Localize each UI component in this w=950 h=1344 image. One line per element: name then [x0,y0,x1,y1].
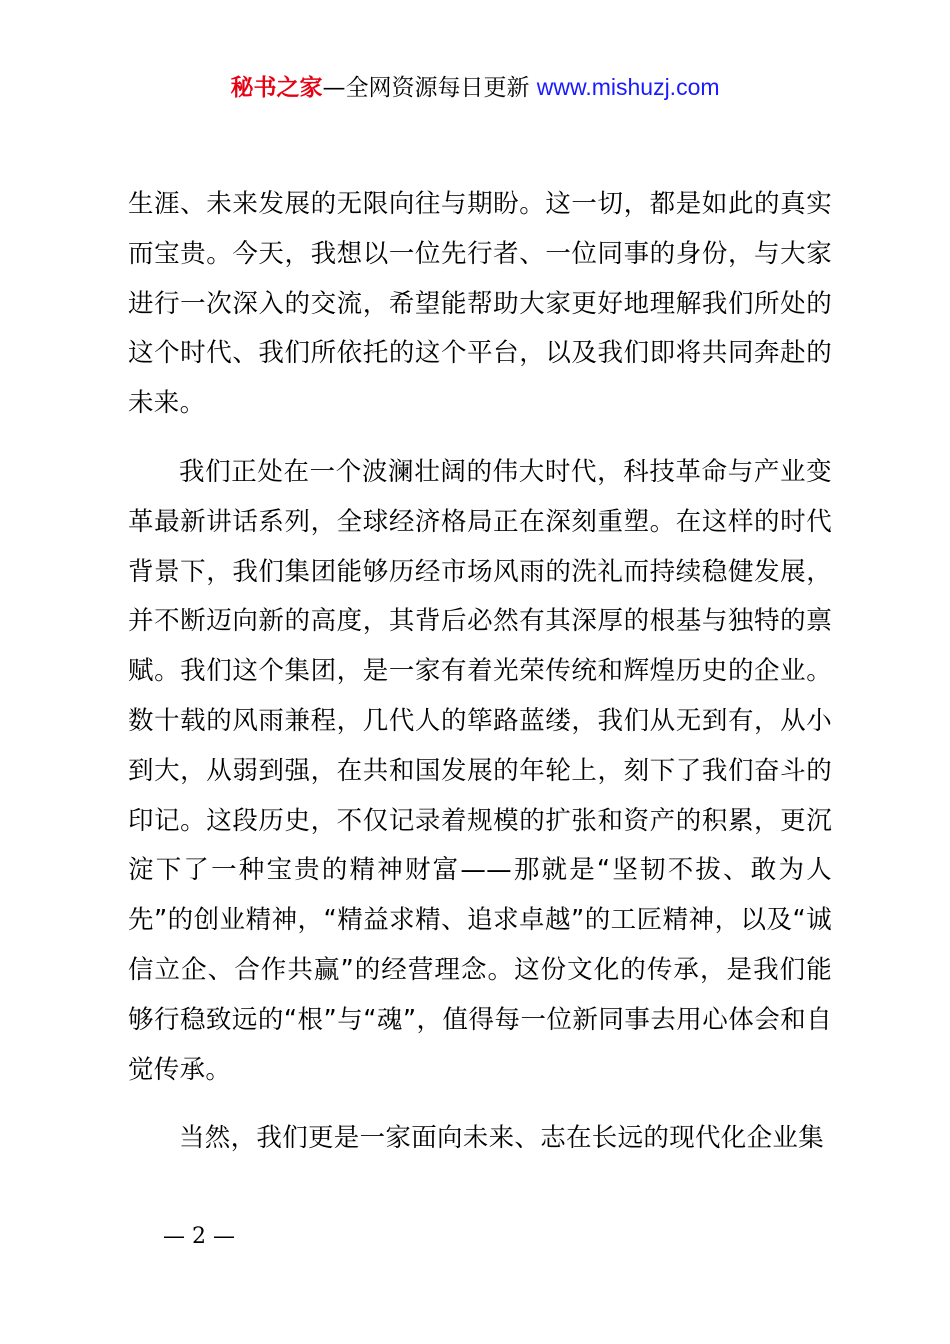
brand-name: 秘书之家 [230,75,323,101]
paragraph-future: 当然，我们更是一家面向未来、志在长远的现代化企业集 [179,1123,825,1154]
page-number: — 2 — [163,1224,235,1249]
header-tagline: —全网资源每日更新 [322,75,537,101]
header-url-link[interactable]: www.mishuzj.com [536,74,720,100]
document-body [128,180,832,1164]
paragraph-continued: 生涯、未来发展的无限向往与期盼。这一切，都是如此的真实而宝贵。今天，我想以一位先行者、一位同事的身份，与大家进行一次深入的交流，希望能帮助大家更好地理解我们所处的这个时代、我们所依托的这个平台，以及我们即将共同奔赴的未来。 [128,189,832,419]
site-header-banner [0,70,950,105]
paragraph-era: 我们正处在一个波澜壮阔的伟大时代，科技革命与产业变革最新讲话系列，全球经济格局正在深刻重塑。在这样的时代背景下，我们集团能够历经市场风雨的洗礼而持续稳健发展，并不断迈向新的高度，其背后必然有其深厚的根基与独特的禀赋。我们这个集团，是一家有着光荣传统和辉煌历史的企业。数十载的风雨兼程，几代人的筚路蓝缕，我们从无到有，从小到大，从弱到强，在共和国发展的年轮上，刻下了我们奋斗的印记。这段历史，不仅记录着规模的扩张和资产的积累，更沉淀下了一种宝贵的精神财富——那就是“坚韧不拔、敢为人先”的创业精神，“精益求精、追求卓越”的工匠精神，以及“诚信立企、合作共赢”的经营理念。这份文化的传承，是我们能够行稳致远的“根”与“魂”，值得每一位新同事去用心体会和自觉传承。 [128,456,832,1085]
